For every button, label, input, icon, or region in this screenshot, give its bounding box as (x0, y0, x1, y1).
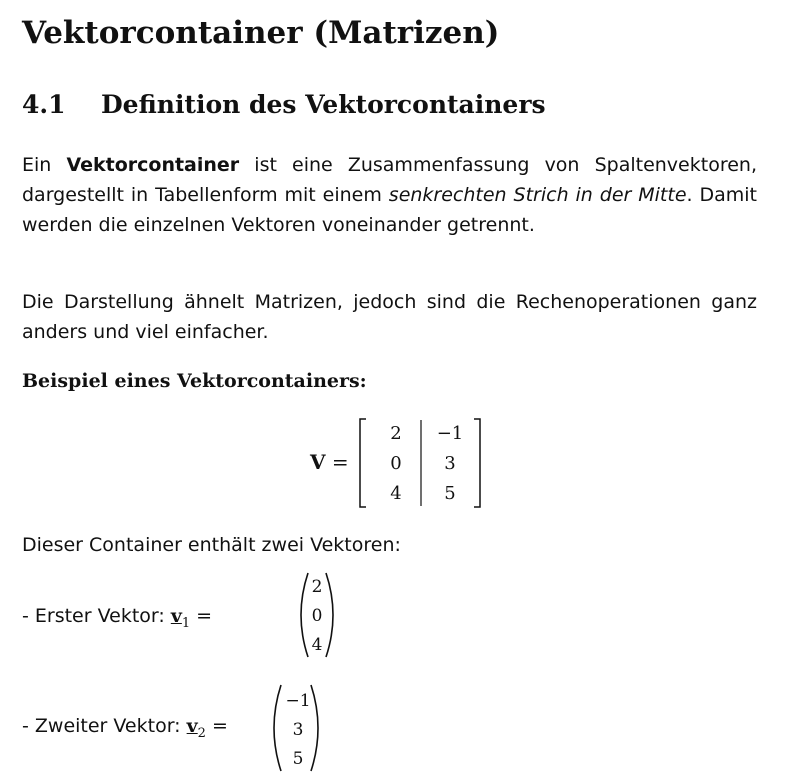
definition-term: Vektorcontainer (66, 154, 240, 176)
definition-text-1: Ein (22, 154, 67, 176)
section-heading (22, 88, 546, 122)
section-number: 4.1 (22, 90, 66, 119)
example-heading: Beispiel eines Vektorcontainers: (22, 370, 367, 392)
vector-2-symbol: $v_2$ = (186, 715, 228, 741)
container-cell-r2-c1: 0 (390, 453, 402, 474)
comparison-paragraph: Die Darstellung ähnelt Matrizen, jedoch sind die Rechenoperationen ganz anders und viel einfacher. (22, 291, 757, 343)
vector-1-right-paren (326, 573, 333, 657)
definition-text-3: . Damit werden die einzelnen Vektoren voneinander getrennt. (22, 184, 758, 236)
vector-2-column (267, 682, 337, 774)
vector-1-label: - Erster Vektor: (22, 605, 171, 627)
vector-2-entry-r1-c1: −1 (285, 691, 311, 711)
container-matrix (310, 414, 490, 512)
vector-2-entry-r3-c1: 5 (292, 749, 304, 769)
vector-2-entry-r2-c1: 3 (292, 720, 304, 740)
container-cell-r2-c2: 3 (444, 453, 456, 474)
vector-1-column (294, 570, 354, 660)
vector-1-line (22, 601, 212, 639)
definition-paragraph (22, 150, 757, 240)
container-cell-r3-c1: 4 (390, 483, 402, 504)
container-cell-r1-c2: −1 (436, 423, 464, 444)
vector-1-entry-r3-c1: 4 (311, 635, 323, 655)
vector-2-left-paren (274, 685, 281, 771)
vector-2-line (22, 711, 228, 749)
container-symbol: V (310, 450, 326, 474)
right-bracket (474, 419, 480, 507)
chapter-title: Vektorcontainer (Matrizen) (22, 15, 500, 51)
container-equals: = (331, 450, 349, 474)
container-cell-r3-c2: 5 (444, 483, 456, 504)
left-bracket (360, 419, 366, 507)
vector-1-entry-r2-c1: 0 (311, 606, 323, 626)
vector-2-right-paren (311, 685, 318, 771)
vector-1-symbol: $v_1$ = (170, 605, 213, 631)
vector-1-entry-r1-c1: 2 (311, 577, 323, 597)
container-cell-r1-c1: 2 (390, 423, 402, 444)
definition-text-2: ist eine Zusammenfassung von Spaltenvektoren, dargestellt in Tabellenform mit einem (22, 154, 757, 206)
vector-2-label: - Zweiter Vektor: (22, 715, 187, 737)
vector-container-equation (310, 414, 490, 512)
intro-line: Dieser Container enthält zwei Vektoren: (22, 534, 401, 556)
section-title: Definition des Vektorcontainers (101, 90, 546, 119)
vector-1-left-paren (301, 573, 308, 657)
definition-emphasis: senkrechten Strich in der Mitte (388, 184, 687, 206)
